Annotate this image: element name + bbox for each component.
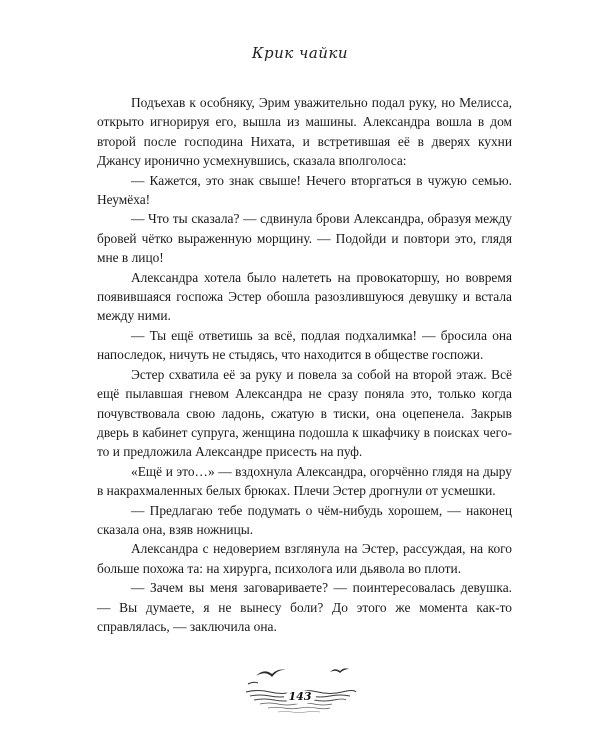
paragraph: Александра с недоверием взглянула на Эстер, рассуждая, на кого больше похожа та: на хирурга, психолога или дьявола во плоти.	[97, 541, 512, 576]
body-text	[97, 93, 512, 636]
running-header-title: Крик чайки	[251, 44, 349, 62]
page-number: 143	[288, 690, 312, 703]
paragraph: — Кажется, это знак свыше! Нечего вторгаться в чужую семью. Неумёха!	[97, 172, 512, 208]
paragraph: — Предлагаю тебе подумать о чём-нибудь хорошем, — наконец сказала она, взяв ножницы.	[97, 502, 512, 537]
paragraph: Эстер схватила её за руку и повела за собой на второй этаж. Всё ещё пылавшая гневом Александра не сразу поняла это, только когда почувствовала свою ладонь, сжатую в тиски, она оцепенела. Закрыв дверь в кабинет супруга, женщина подошла к шкафчику в поисках чего-то и предложила Александре присесть на пуф.	[97, 366, 512, 460]
paragraph: «Ещё и это…» — вздохнула Александра, огорчённо глядя на дыру в накрахмаленных белых брюках. Плечи Эстер дрогнули от усмешки.	[97, 463, 512, 499]
paragraph: — Что ты сказала? — сдвинула брови Александра, образуя между бровей чётко выраженную морщину. — Подойди и повтори это, глядя мне в лицо!	[97, 211, 512, 266]
seagulls-over-sea-icon	[238, 662, 363, 714]
paragraph: Подъехав к особняку, Эрим уважительно подал руку, но Мелисса, открыто игнорируя его, вышла из машины. Александра вошла в дом второй после господина Нихата, и встретившая её в дверях кухни Джансу иронично усмехнувшись, сказала вполголоса:	[97, 95, 512, 169]
paragraph: Александра хотела было налететь на провокаторшу, но вовремя появившаяся госпожа Эстер обошла разозлившуюся девушку и встала между ними.	[97, 269, 512, 324]
paragraph: — Ты ещё ответишь за всё, подлая подхалимка! — бросила она напоследок, ничуть не стыдясь, что находится в обществе госпожи.	[97, 327, 512, 363]
paragraph: — Зачем вы меня заговариваете? — поинтересовалась девушка. — Вы думаете, я не вынесу боли? До этого же момента как-то справлялась, — заключила она.	[97, 580, 512, 634]
